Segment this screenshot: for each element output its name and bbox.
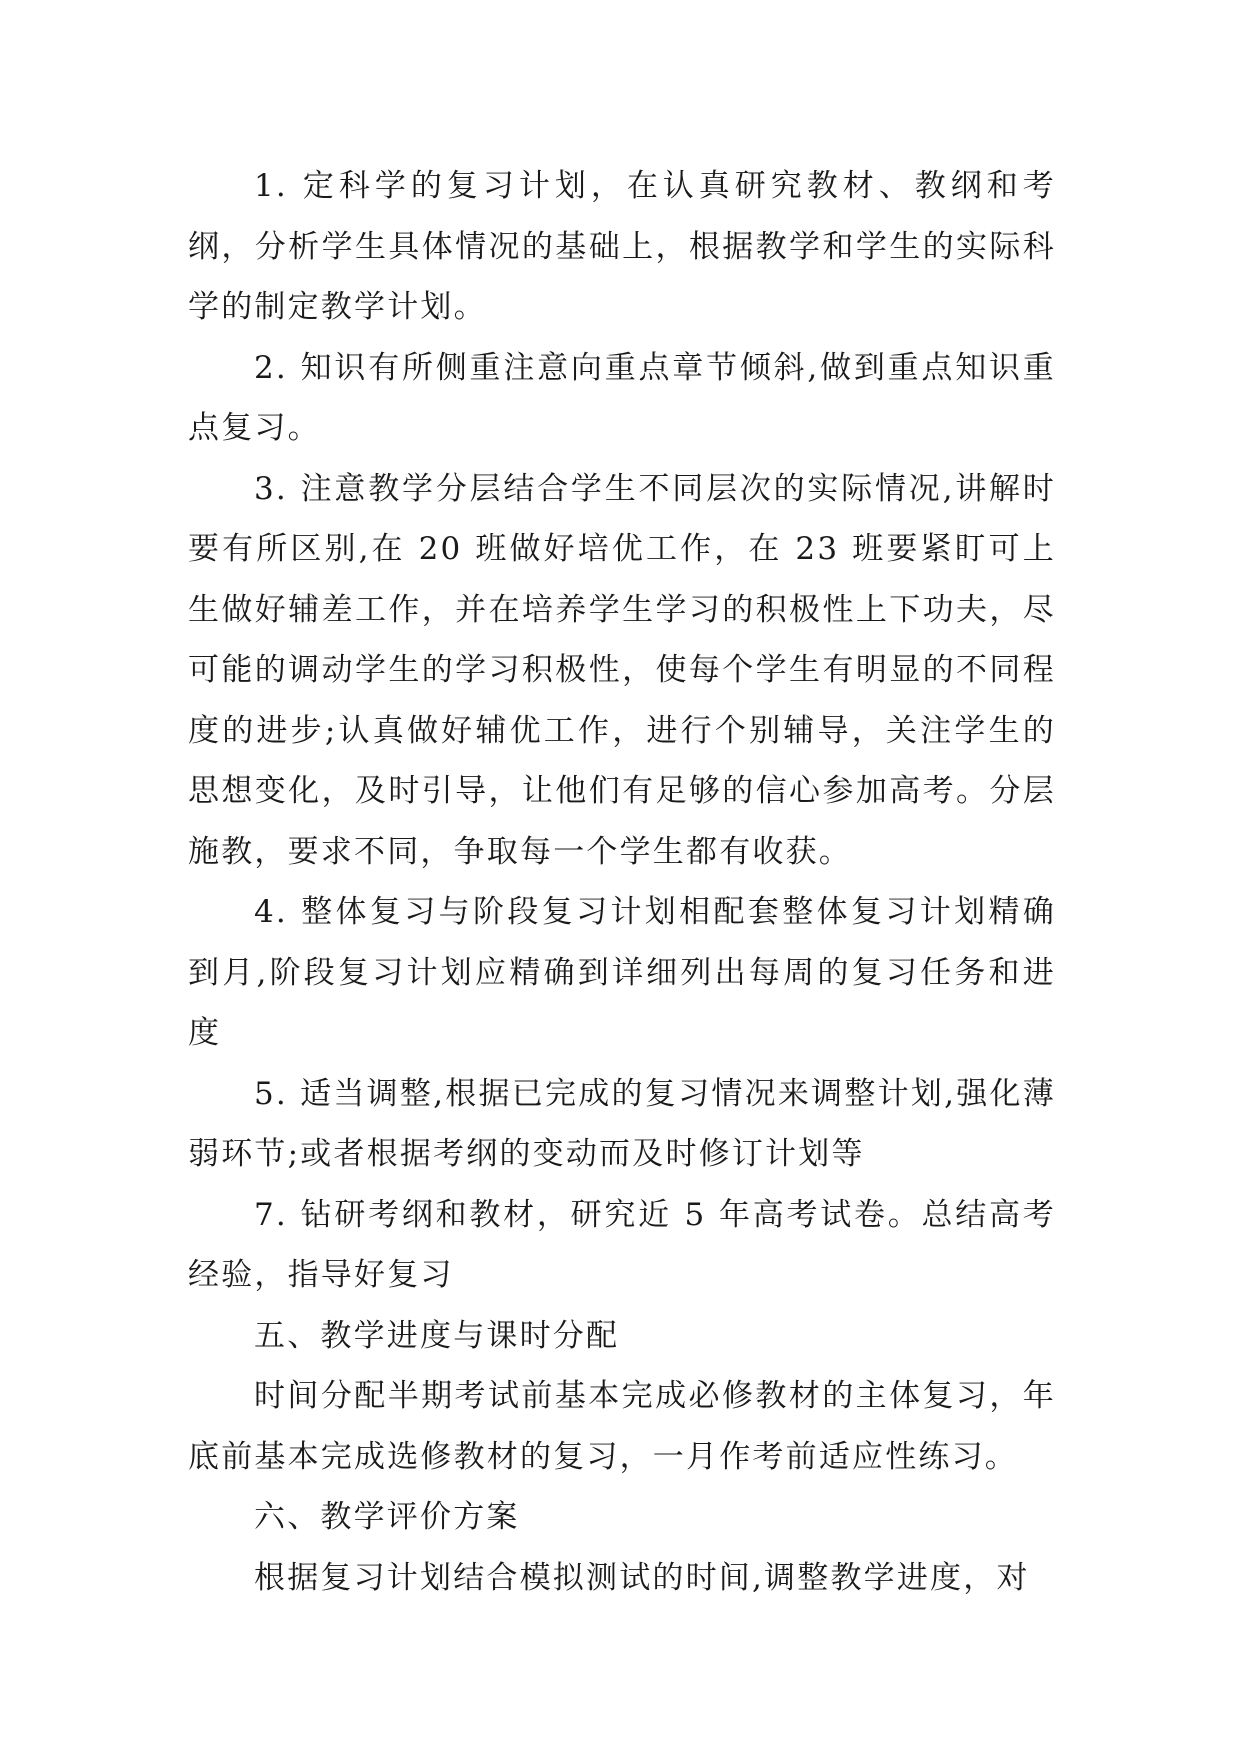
section-heading-5: 五、教学进度与课时分配 <box>254 1317 620 1354</box>
paragraph-item-5-adjustment: 5. 适当调整,根据已完成的复习情况来调整计划,强化薄弱环节;或者根据考纲的变动而及时修订计划等 <box>188 1075 1056 1172</box>
paragraph-item-3-tiered-teaching: 3. 注意教学分层结合学生不同层次的实际情况,讲解时要有所区别,在 20 班做好培优工作，在 23 班要紧盯可上生做好辅差工作，并在培养学生学习的积极性上下功夫，尽可能的调动学生的学习积极性，使每个学生有明显的不同程度的进步;认真做好辅优工作，进行个别辅导，关注学生的思想变化，及时引导，让他们有足够的信心参加高考。分层施教，要求不同，争取每一个学生都有收获。 <box>188 470 1056 870</box>
paragraph-item-4-review-schedule: 4. 整体复习与阶段复习计划相配套整体复习计划精确到月,阶段复习计划应精确到详细列出每周的复习任务和进度 <box>188 894 1056 1051</box>
paragraph-item-2-key-knowledge: 2. 知识有所侧重注意向重点章节倾斜,做到重点知识重点复习。 <box>188 349 1056 446</box>
paragraph-time-allocation: 时间分配半期考试前基本完成必修教材的主体复习，年底前基本完成选修教材的复习，一月作考前适应性练习。 <box>188 1378 1056 1475</box>
paragraph-item-1-study-plan: 1. 定科学的复习计划，在认真研究教材、教纲和考纲，分析学生具体情况的基础上，根据教学和学生的实际科学的制定教学计划。 <box>188 168 1056 325</box>
paragraph-item-7-exam-research: 7. 钻研考纲和教材，研究近 5 年高考试卷。总结高考经验，指导好复习 <box>188 1196 1056 1293</box>
body-text <box>188 156 1056 1608</box>
section-heading-6: 六、教学评价方案 <box>254 1499 520 1535</box>
paragraph-evaluation: 根据复习计划结合模拟测试的时间,调整教学进度，对 <box>254 1559 1030 1596</box>
